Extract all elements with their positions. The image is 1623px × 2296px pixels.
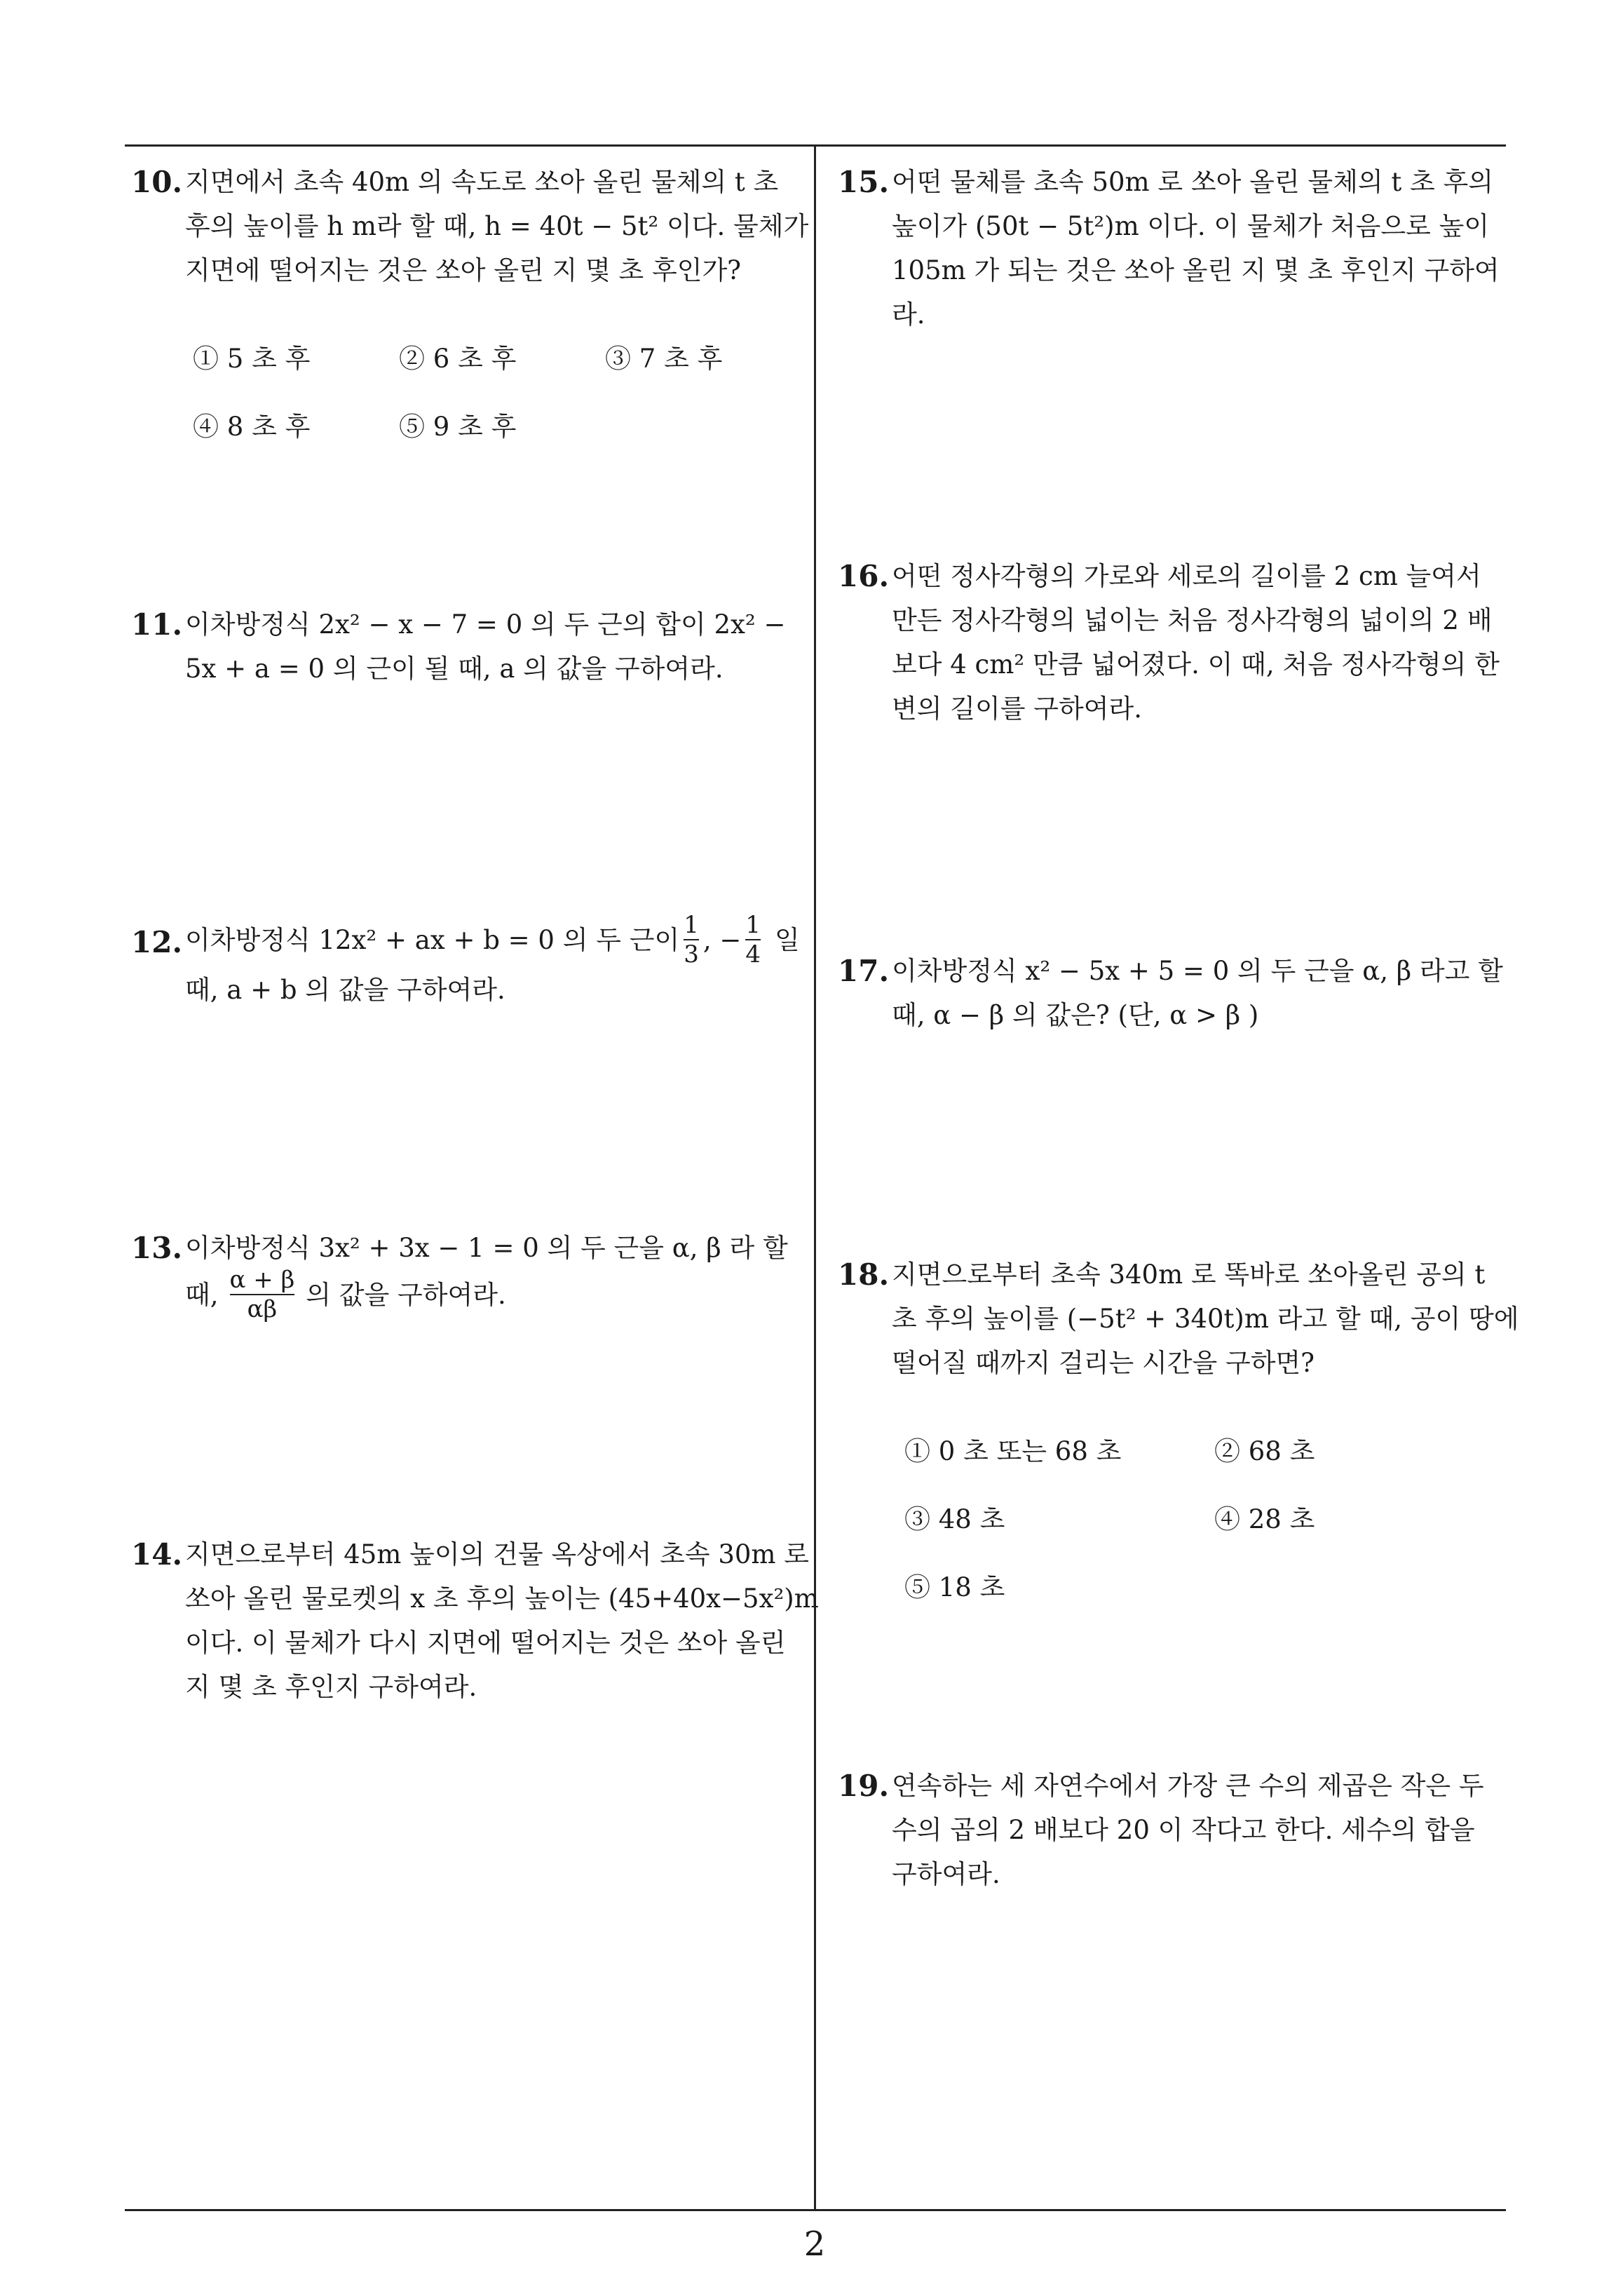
bottom-rule [125,2209,1506,2211]
question-number: 14. [131,1537,183,1572]
question-number: 10. [131,165,183,199]
question-text-line: 이차방정식 3x² + 3x − 1 = 0 의 두 근을 α, β 라 할 [185,1233,788,1263]
choice-1[interactable]: ① 0 초 또는 68 초 [904,1436,1122,1466]
question-text-line: 때, a + b 의 값을 구하여라. [185,975,505,1005]
choice-5[interactable]: ⑤ 18 초 [904,1572,1005,1602]
question-text-fragment: 일 [775,924,800,955]
question-text-line: 지면으로부터 초속 340m 로 똑바로 쏘아올린 공의 t [892,1260,1486,1290]
question-text-line: 구하여라. [892,1859,1000,1889]
question-text-line: 이다. 이 물체가 다시 지면에 떨어지는 것은 쏘아 올린 [185,1628,786,1658]
separator: , − [702,924,742,955]
question-number: 19. [838,1769,890,1803]
question-text-line: 쏘아 올린 물로켓의 x 초 후의 높이는 (45+40x−5x²)m [185,1583,819,1614]
question-19 [838,1764,1512,1896]
question-11 [131,602,804,691]
question-14 [131,1532,819,1709]
fraction-numerator: 1 [745,911,761,939]
choice-list [193,342,796,447]
question-text-line: 지 몇 초 후인지 구하여라. [185,1672,477,1702]
fraction [684,911,699,968]
fraction [745,911,761,968]
question-text-line: 수의 곱의 2 배보다 20 이 작다고 한다. 세수의 합을 [892,1815,1475,1845]
fraction-denominator: αβ [247,1295,278,1323]
question-text-line: 떨어질 때까지 걸리는 시간을 구하면? [892,1348,1315,1378]
question-text-line: 5x + a = 0 의 근이 될 때, a 의 값을 구하여라. [185,654,724,684]
column-divider [814,144,816,2211]
question-16 [838,554,1512,731]
question-number: 18. [838,1257,890,1292]
fraction-denominator: 3 [684,940,699,968]
question-text-line: 높이가 (50t − 5t²)m 이다. 이 물체가 처음으로 높이 [892,211,1490,241]
choice-5[interactable]: ⑤ 9 초 후 [399,412,517,442]
question-text-line: 때, α − β 의 값은? (단, α > β ) [892,1000,1259,1030]
question-text-line: 105m 가 되는 것은 쏘아 올린 지 몇 초 후인지 구하여 [892,255,1500,285]
choice-2[interactable]: ② 68 초 [1214,1436,1315,1466]
fraction-denominator: 4 [745,940,761,968]
fraction-numerator: α + β [229,1266,295,1294]
question-number: 17. [838,954,890,988]
question-number: 16. [838,559,890,593]
question-13 [131,1226,804,1323]
choice-4[interactable]: ④ 28 초 [1214,1504,1315,1534]
question-text-line: 연속하는 세 자연수에서 가장 큰 수의 제곱은 작은 두 [892,1771,1484,1801]
question-text-line: 이차방정식 x² − 5x + 5 = 0 의 두 근을 α, β 라고 할 [892,956,1503,986]
question-number: 12. [131,925,183,959]
question-12 [131,912,804,1012]
question-10 [131,160,809,292]
page-number: 2 [803,2224,826,2264]
question-17 [838,949,1512,1037]
question-text-line: 보다 4 cm² 만큼 넓어졌다. 이 때, 처음 정사각형의 한 [892,649,1500,680]
question-text-fragment: 의 값을 구하여라. [306,1279,506,1310]
question-text-line: 후의 높이를 h m라 할 때, h = 40t − 5t² 이다. 물체가 [185,211,809,241]
question-text-line: 라. [892,299,925,330]
question-number: 11. [131,607,183,642]
fraction-numerator: 1 [684,911,699,939]
question-text-line: 지면에서 초속 40m 의 속도로 쏘아 올린 물체의 t 초 [185,167,779,197]
choice-1[interactable]: ① 5 초 후 [193,344,311,374]
question-text-line: 어떤 물체를 초속 50m 로 쏘아 올린 물체의 t 초 후의 [892,167,1494,197]
choice-3[interactable]: ③ 48 초 [904,1504,1005,1534]
question-text-line: 지면에 떨어지는 것은 쏘아 올린 지 몇 초 후인가? [185,255,742,285]
question-text-line: 만든 정사각형의 넓이는 처음 정사각형의 넓이의 2 배 [892,605,1493,635]
fraction [230,1266,295,1323]
choice-3[interactable]: ③ 7 초 후 [605,344,723,374]
question-number: 13. [131,1231,183,1265]
question-number: 15. [838,165,890,199]
question-15 [838,160,1512,337]
question-text-line: 변의 길이를 구하여라. [892,694,1142,724]
choice-list [904,1434,1493,1609]
choice-4[interactable]: ④ 8 초 후 [193,412,311,442]
question-text-line: 지면으로부터 45m 높이의 건물 옥상에서 초속 30m 로 [185,1539,810,1569]
choice-2[interactable]: ② 6 초 후 [399,344,517,374]
question-text-fragment: 때, [185,1279,219,1310]
question-text-line: 초 후의 높이를 (−5t² + 340t)m 라고 할 때, 공이 땅에 [892,1304,1519,1334]
question-18 [838,1252,1519,1385]
question-text-line: 이차방정식 12x² + ax + b = 0 의 두 근이 [185,924,680,955]
question-text-line: 어떤 정사각형의 가로와 세로의 길이를 2 cm 늘여서 [892,561,1481,591]
question-text-line: 이차방정식 2x² − x − 7 = 0 의 두 근의 합이 2x² − [185,609,786,640]
